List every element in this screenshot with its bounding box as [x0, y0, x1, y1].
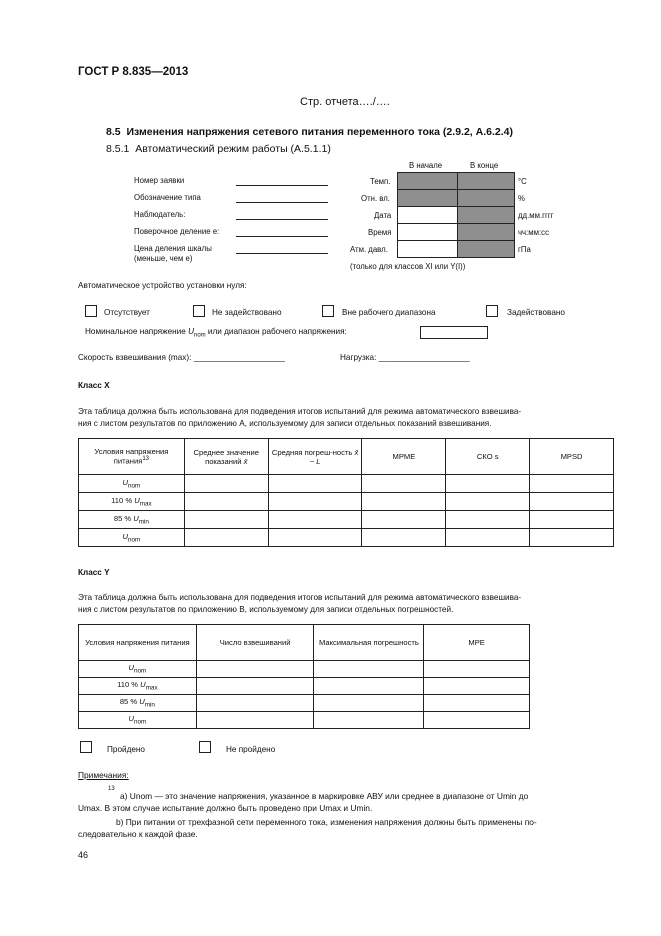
env-col-end-header: В конце: [470, 161, 499, 170]
note-a-line1: а) Unom — это значение напряжения, указанное в маркировке АВУ или среднее в диапазоне от Umin до: [120, 791, 529, 801]
class-x-description-line1: Эта таблица должна быть использована для подведения итогов испытаний для режима автоматического взвешива-: [78, 407, 522, 416]
class-y-row-3-var: U: [139, 697, 145, 707]
document-standard-header: ГОСТ Р 8.835—2013: [78, 66, 189, 78]
option-out-of-range-label: Вне рабочего диапазона: [342, 308, 436, 317]
class-y-row-1-cell[interactable]: [196, 661, 314, 678]
section-title: Изменения напряжения сетевого питания переменного тока (2.9.2, А.6.2.4): [126, 126, 513, 138]
env-label-time: Время: [368, 228, 392, 237]
field-input-application-number[interactable]: [236, 185, 328, 186]
env-start-date-cell[interactable]: [397, 206, 458, 224]
env-end-humidity-cell[interactable]: [457, 189, 515, 207]
zero-device-label: Автоматическое устройство установки нуля:: [78, 281, 247, 290]
class-x-table: [78, 438, 614, 547]
checkbox-not-engaged[interactable]: [193, 305, 205, 317]
nominal-voltage-input[interactable]: [420, 326, 488, 339]
nominal-voltage-sub: nom: [193, 332, 206, 339]
env-label-humidity: Отн. вл.: [361, 194, 390, 203]
class-x-row-4-cell[interactable]: [446, 529, 530, 547]
field-input-observer[interactable]: [236, 219, 328, 220]
class-x-row-1-cell[interactable]: [530, 475, 614, 493]
class-y-row-2-sub: max: [145, 684, 158, 692]
env-unit-humidity: %: [518, 194, 525, 203]
class-y-description-line1: Эта таблица должна быть использована для подведения итогов испытаний для режима автоматического взвешива-: [78, 593, 522, 602]
class-y-row-2-var: U: [140, 680, 146, 690]
notes-title: Примечания:: [78, 770, 129, 780]
env-end-pressure-cell[interactable]: [457, 240, 515, 258]
class-x-row-3-condition: [79, 511, 185, 529]
env-end-temperature-cell[interactable]: [457, 172, 515, 190]
env-unit-temperature: °C: [518, 177, 527, 186]
env-start-humidity-cell[interactable]: [397, 189, 458, 207]
class-x-row-1-cell[interactable]: [362, 475, 446, 493]
class-x-row-2-cell[interactable]: [268, 493, 362, 511]
class-y-row-3-sub: min: [144, 701, 155, 709]
field-input-type-designation[interactable]: [236, 202, 328, 203]
class-x-header-mean-error: [268, 439, 362, 475]
class-y-row-2-cell[interactable]: [196, 678, 314, 695]
class-y-row-4-var: U: [128, 714, 134, 724]
class-x-header-mean-text: Среднее значение показаний: [193, 447, 259, 466]
class-x-row-1-condition: [79, 475, 185, 493]
class-y-header-max-error: Максимальная погрешность: [314, 625, 424, 661]
load-label[interactable]: Нагрузка: ____________________: [340, 353, 470, 362]
field-label-verification-interval: Поверочное деление е:: [134, 227, 220, 236]
option-not-engaged-label: Не задействовано: [212, 308, 282, 317]
checkbox-absent[interactable]: [85, 305, 97, 317]
checkbox-engaged[interactable]: [486, 305, 498, 317]
class-x-row-4-cell[interactable]: [362, 529, 446, 547]
class-x-row-3-cell[interactable]: [362, 511, 446, 529]
class-x-row-3-cell[interactable]: [446, 511, 530, 529]
class-x-row-3-cell[interactable]: [530, 511, 614, 529]
class-x-row-4-var: U: [122, 531, 128, 541]
class-x-header-mpsd: MPSD: [530, 439, 614, 475]
subsection-title: Автоматический режим работы (А.5.1.1): [135, 143, 331, 155]
class-x-row-3-cell[interactable]: [268, 511, 362, 529]
class-y-row-4-condition: [79, 712, 197, 729]
option-absent-label: Отсутствует: [104, 308, 150, 317]
checkbox-out-of-range[interactable]: [322, 305, 334, 317]
class-y-row-3-cell[interactable]: [196, 695, 314, 712]
nominal-voltage-text-after: или диапазон рабочего напряжения:: [205, 327, 347, 336]
field-label-type-designation: Обозначение типа: [134, 193, 201, 202]
note-b-line1: b) При питании от трехфазной сети переменного тока, изменения напряжения должны быть применены по-: [116, 817, 537, 827]
class-x-row-1-var: U: [122, 477, 128, 487]
report-page-label: Стр. отчета…./….: [300, 96, 390, 108]
class-x-row-4-cell[interactable]: [268, 529, 362, 547]
page-number: 46: [78, 850, 89, 860]
class-x-row-3-sub: min: [138, 518, 149, 526]
class-x-row-2-var: U: [134, 495, 140, 505]
class-y-row-2-cell[interactable]: [424, 678, 530, 695]
class-x-row-4-sub: nom: [127, 536, 141, 544]
class-x-row-2-condition: [79, 493, 185, 511]
env-start-pressure-cell[interactable]: [397, 240, 458, 258]
env-col-start-header: В начале: [409, 161, 443, 170]
class-x-row-2-prefix: 110 %: [111, 495, 135, 505]
weighing-speed-label[interactable]: Скорость взвешивания (max): ____________________: [78, 353, 285, 362]
class-y-table: [78, 624, 530, 729]
class-x-row-4-condition: [79, 529, 185, 547]
env-unit-date: дд.мм.гггг: [518, 211, 554, 220]
class-x-row-2-cell[interactable]: [184, 493, 268, 511]
env-unit-time: чч:мм:сс: [518, 228, 549, 237]
note-footnote-mark: 13: [108, 786, 115, 792]
class-x-row-3-prefix: 85 %: [113, 513, 134, 523]
class-x-title: Класс X: [78, 381, 110, 390]
class-y-row-2-cell[interactable]: [314, 678, 424, 695]
checkbox-failed[interactable]: [199, 741, 211, 753]
nominal-voltage-var: U: [188, 327, 194, 336]
class-y-description-line2: ния с листом результатов по приложению В, используемому для записи отдельных погрешностей.: [78, 605, 454, 614]
class-y-row-1-var: U: [128, 663, 134, 673]
class-x-row-4-cell[interactable]: [184, 529, 268, 547]
class-y-row-4-sub: nom: [133, 718, 147, 726]
env-start-temperature-cell[interactable]: [397, 172, 458, 190]
nominal-voltage-label: [85, 327, 347, 339]
class-y-row-1-cell[interactable]: [314, 661, 424, 678]
class-y-row-3-cell[interactable]: [314, 695, 424, 712]
class-x-description-line2: ния с листом результатов по приложению А, используемому для записи отдельных показаний взвешивания.: [78, 419, 492, 428]
note-b-line2: следовательно к каждой фазе.: [78, 829, 198, 839]
class-y-row-1-sub: nom: [133, 667, 147, 675]
class-y-row-1-condition: [79, 661, 197, 678]
class-x-row-2-cell[interactable]: [362, 493, 446, 511]
nominal-voltage-text-before: Номинальное напряжение: [85, 327, 189, 336]
env-label-temperature: Темп.: [370, 177, 391, 186]
checkbox-passed[interactable]: [80, 741, 92, 753]
class-x-row-1-cell[interactable]: [268, 475, 362, 493]
class-x-header-mean-sym: x̄: [243, 456, 248, 466]
class-y-row-4-cell[interactable]: [314, 712, 424, 729]
passed-label: Пройдено: [107, 745, 145, 754]
section-heading: [106, 126, 513, 138]
env-start-time-cell[interactable]: [397, 223, 458, 241]
class-y-row-3-prefix: 85 %: [119, 697, 140, 707]
class-y-row-3-condition: [79, 695, 197, 712]
field-input-verification-interval[interactable]: [236, 236, 328, 237]
class-x-footnote-mark: 13: [142, 456, 150, 463]
class-x-header-conditions: [79, 439, 185, 475]
field-label-scale-interval: Цена деления шкалы: [134, 244, 212, 253]
class-y-row-2-prefix: 110 %: [117, 680, 141, 690]
class-x-row-1-sub: nom: [127, 482, 141, 490]
class-x-row-2-sub: max: [139, 500, 152, 508]
class-x-row-4-cell[interactable]: [530, 529, 614, 547]
class-x-header-mean-error-sym: x̄ − L: [309, 447, 359, 466]
class-x-header-sko: СКО s: [446, 439, 530, 475]
class-x-header-mean-error-text: Средняя погреш-ность: [271, 447, 353, 457]
env-end-time-cell[interactable]: [457, 223, 515, 241]
env-end-date-cell[interactable]: [457, 206, 515, 224]
class-x-row-2-cell[interactable]: [530, 493, 614, 511]
class-x-row-1-cell[interactable]: [184, 475, 268, 493]
field-label-scale-interval-note: (меньше, чем е): [134, 254, 193, 263]
class-y-row-4-cell[interactable]: [424, 712, 530, 729]
class-x-row-2-cell[interactable]: [446, 493, 530, 511]
class-x-row-3-cell[interactable]: [184, 511, 268, 529]
section-number: 8.5: [106, 126, 121, 138]
class-y-header-mpe: MPE: [424, 625, 530, 661]
field-label-application-number: Номер заявки: [134, 176, 185, 185]
class-x-row-3-var: U: [133, 513, 139, 523]
class-y-header-conditions: Условия напряжения питания: [79, 625, 197, 661]
subsection-number: 8.5.1: [106, 143, 130, 155]
class-x-row-1-cell[interactable]: [446, 475, 530, 493]
class-x-header-mean: [184, 439, 268, 475]
env-unit-pressure: гПа: [518, 245, 531, 254]
class-y-row-4-cell[interactable]: [196, 712, 314, 729]
class-y-row-1-cell[interactable]: [424, 661, 530, 678]
field-input-scale-interval[interactable]: [236, 253, 328, 254]
class-y-row-3-cell[interactable]: [424, 695, 530, 712]
note-a-line2: Umax. В этом случае испытание должно быть проведено при Umax и Umin.: [78, 803, 373, 813]
class-x-header-mpme: MPME: [362, 439, 446, 475]
class-y-row-2-condition: [79, 678, 197, 695]
class-x-header-conditions-text: Условия напряжения питания: [94, 447, 169, 466]
env-label-pressure: Атм. давл.: [350, 245, 388, 254]
class-y-header-count: Число взвешиваний: [196, 625, 314, 661]
env-footnote: (только для классов XI или Y(I)): [350, 262, 466, 271]
option-engaged-label: Задействовано: [507, 308, 565, 317]
env-label-date: Дата: [374, 211, 392, 220]
subsection-heading: [106, 143, 331, 155]
field-label-observer: Наблюдатель:: [134, 210, 186, 219]
class-y-title: Класс Y: [78, 568, 110, 577]
failed-label: Не пройдено: [226, 745, 276, 754]
